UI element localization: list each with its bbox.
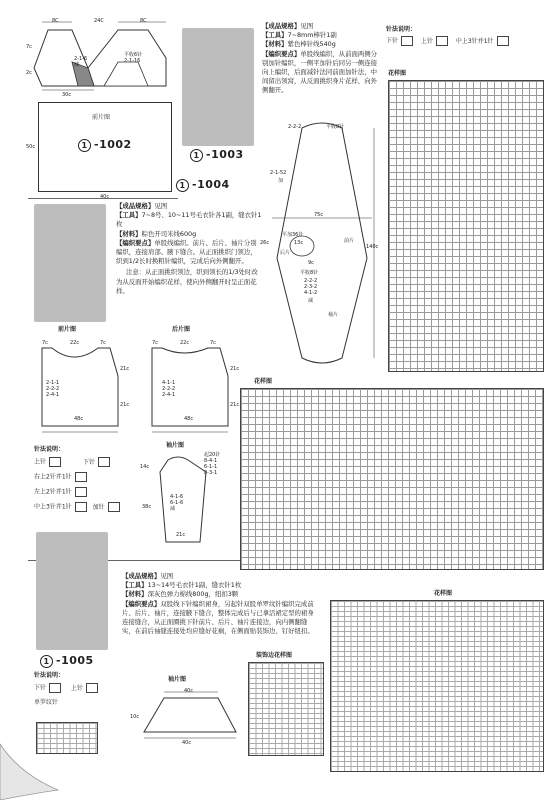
sleeve-dims-1004	[140, 452, 230, 552]
spec-value-1005: 见图	[160, 572, 174, 580]
lg5-0: 下针	[34, 684, 47, 692]
lg4-2: 右上2针并1针	[34, 473, 72, 481]
sd-1: 8-4-1	[204, 458, 218, 464]
sd-7: 减	[170, 506, 176, 512]
text-1004	[116, 202, 262, 296]
bd-7: 21c	[230, 402, 240, 408]
trim-chart-1005	[248, 662, 324, 756]
dims-1003	[260, 120, 379, 360]
purl-symbol-icon	[436, 36, 448, 46]
dim-1003-14: 减	[308, 298, 314, 304]
key-title-1003: 【编织要点】	[262, 49, 301, 58]
fd-8: 48c	[74, 416, 84, 422]
lg5-2: 单罗纹针	[34, 699, 59, 706]
code-1002	[78, 138, 132, 152]
dim-1003-2: 2-1-52	[270, 170, 287, 176]
model-photo-1005	[36, 532, 108, 650]
note-b: 平收6针 2-1-16	[124, 52, 143, 64]
material-title-1003: 【材料】	[262, 40, 288, 49]
trim-title-1005: 装饰边花样图	[256, 652, 293, 659]
dim-40c: 40c	[100, 194, 110, 200]
spec-title-1003: 【成品规格】	[262, 22, 301, 30]
pattern-chart-1005	[330, 600, 544, 772]
divider-top	[28, 198, 178, 199]
code-1005-text: -1005	[56, 654, 94, 667]
dim-1003-15: 前片	[344, 238, 355, 244]
left-decrease-icon	[75, 487, 87, 497]
spec-value-1004: 见图	[154, 202, 168, 210]
back-dims-1004	[144, 336, 244, 436]
sleeve-label-1005: 袖片图	[168, 676, 187, 683]
back-label-1004: 后片图	[172, 326, 191, 333]
purl-symbol-icon	[49, 457, 61, 467]
knit-symbol-icon	[401, 36, 413, 46]
material-value-1004: 粽色开司米线600g	[141, 229, 197, 238]
tools-value-1003: 7~8mm棒针1副	[287, 31, 337, 40]
code-1003	[190, 148, 244, 162]
spec-title-1004: 【成品规格】	[116, 202, 155, 210]
code-1002-text: -1002	[94, 138, 132, 151]
code-1005	[40, 654, 94, 668]
sd-5: 4-1-6	[170, 494, 184, 500]
sd-4: 14c	[140, 464, 150, 470]
bd-3: 21c	[230, 366, 240, 372]
front-label-1004: 前片图	[58, 326, 77, 333]
pattern-chart-mid	[240, 388, 544, 570]
material-title-1005: 【材料】	[122, 590, 148, 599]
tools-title-1005: 【工具】	[122, 581, 148, 590]
dim-1003-16: 袖片	[328, 312, 339, 318]
decrease-symbol-icon	[497, 36, 509, 46]
knit-symbol-icon	[98, 457, 110, 467]
dim-1003-9: 9c	[308, 260, 314, 266]
bd-0: 7c	[152, 340, 158, 346]
legend-1005	[34, 672, 134, 707]
sd-3: 8-3-1	[204, 470, 218, 476]
bd-6: 2-4-1	[162, 392, 176, 398]
code-1004-text: -1004	[192, 178, 230, 191]
fd-3: 21c	[120, 366, 130, 372]
spec-title-1005: 【成品规格】	[122, 572, 161, 580]
legend-1003	[386, 26, 546, 46]
material-value-1003: 紫色棒针线540g	[287, 40, 336, 49]
dim-1003-7: 13c	[294, 240, 304, 246]
dim-1003-11: 2-2-2	[304, 278, 318, 284]
fd-1: 22c	[70, 340, 80, 346]
dim-1003-3: 加	[278, 178, 284, 184]
dim-2c: 2c	[26, 70, 32, 76]
knit-symbol-icon	[49, 683, 61, 693]
key-value-1003: 单股线编织，从前面两侧分别加针编织，一侧平加针后同另一侧连接向上编织，后面减针法同前面加针法，中间留出领窝，从反面挑织身片花样，向外侧翻开。	[262, 49, 378, 95]
tools-title-1004: 【工具】	[116, 211, 142, 220]
increase-symbol-icon	[108, 502, 120, 512]
legend-title-1004: 针法说明：	[34, 446, 65, 453]
note-a: 2-1-6 减	[74, 56, 88, 68]
fd-0: 7c	[42, 340, 48, 346]
dim-8c: 8C	[52, 18, 59, 24]
dim-8c-b: 8C	[140, 18, 147, 24]
dim-1003-17: 140c	[366, 244, 379, 250]
key-title-1005: 【编织要点】	[122, 599, 161, 608]
fd-5: 2-2-2	[46, 386, 60, 392]
dim-1003-6: 平加36针	[282, 232, 304, 238]
fd-4: 2-1-1	[46, 380, 60, 386]
bd-5: 2-2-2	[162, 386, 176, 392]
section-1002	[26, 18, 178, 200]
lg4-0: 上针	[34, 458, 47, 466]
note-1004: 注意：从正面挑织领边，织到领长的1/3处时改为从反面开始编织花样，使向外侧翻开时呈正面花样。	[116, 268, 258, 295]
sleeve-dims-1005	[130, 688, 246, 748]
purl-symbol-icon	[86, 683, 98, 693]
legend-title-1003: 针法说明：	[386, 26, 417, 33]
chart-title-1003: 花样图	[388, 70, 407, 77]
fd-2: 7c	[100, 340, 106, 346]
material-title-1004: 【材料】	[116, 229, 142, 238]
diagram-1002-top	[28, 18, 178, 98]
lg4-1: 下针	[82, 458, 95, 466]
lg4-5: 加针	[92, 503, 105, 511]
text-1003	[262, 22, 380, 96]
dim-50c: 50c	[26, 144, 36, 150]
sd-6: 6-1-6	[170, 500, 184, 506]
sd-0: 起20针	[204, 452, 221, 458]
tools-value-1005: 13~14号毛衣针1副，缝衣针1枚	[147, 581, 242, 590]
dim-1003-13: 4-1-2	[304, 290, 318, 296]
model-photo-1003	[182, 28, 254, 146]
dim-7c: 7c	[26, 44, 32, 50]
fd-6: 2-4-1	[46, 392, 60, 398]
sd5-0: 40c	[184, 688, 194, 694]
lg4-3: 左上2针并1针	[34, 488, 72, 496]
bd-4: 4-1-1	[162, 380, 176, 386]
sd5-1: 10c	[130, 714, 140, 720]
lg5-1: 上针	[70, 684, 83, 692]
legend-1003-2: 中上3针并1针	[455, 37, 494, 45]
mid-chart-title: 花样图	[254, 378, 273, 385]
sd5-2: 40c	[182, 740, 192, 746]
front-dims-1004	[34, 336, 134, 436]
bd-8: 48c	[184, 416, 194, 422]
legend-1003-1: 上针	[420, 37, 433, 45]
code-1005-num: 1	[40, 655, 53, 668]
sd-8: 38c	[142, 504, 152, 510]
model-photo-1004	[34, 204, 106, 322]
code-1004	[176, 178, 230, 192]
bd-2: 7c	[210, 340, 216, 346]
text-1005	[122, 572, 318, 636]
sd-9: 21c	[176, 532, 186, 538]
code-1003-num: 1	[190, 149, 203, 162]
code-1004-num: 1	[176, 179, 189, 192]
bd-1: 22c	[180, 340, 190, 346]
key-value-1005: 双股线下针编织裙身，另起针双股单罗纹针编织完成前片、后片、袖片，连接腋下缝合，整体完成后与已拿活裙定型的裙身连接缝合，从正面圈挑下针前片、后片、袖片连接边，向内侧翻缝实，在前后袖缝连接处均应缝好花裥，在侧面贴装饰边、钉好纽扣。	[122, 599, 314, 636]
sd-2: 6-1-1	[204, 464, 218, 470]
material-value-1005: 深灰色弹力棉线800g，纽扣3颗	[147, 590, 239, 599]
dim-30c: 30c	[62, 92, 72, 98]
page-curl-icon	[0, 724, 60, 800]
key-title-1004: 【编织要点】	[116, 238, 155, 247]
center-decrease-icon	[75, 502, 87, 512]
chart-title-1005: 花样图	[434, 590, 453, 597]
key-value-1004: 单股线编织。前片、后片、袖片分别编织，连接肩部、腋下缝合。从正面挑织门领边，织到1/2长时换粗针编织，完成后向外侧翻开。	[116, 238, 257, 266]
panel-label-1002: 前片图	[92, 114, 111, 121]
fd-7: 21c	[120, 402, 130, 408]
spec-value-1003: 见图	[300, 22, 314, 30]
dim-1003-1: 平收8针	[326, 124, 345, 130]
dim-24c: 24C	[94, 18, 104, 24]
tools-value-1004: 7~8号、10~11号毛衣针各1副，缝衣针1枚	[116, 211, 262, 229]
pattern-chart-1003	[388, 80, 544, 372]
code-1002-num: 1	[78, 139, 91, 152]
dim-1003-5: 26c	[260, 240, 270, 246]
legend-1003-0: 下针	[386, 37, 399, 45]
dim-1003-4: 75c	[314, 212, 324, 218]
sleeve-label-1004: 袖片图	[166, 442, 185, 449]
right-decrease-icon	[75, 472, 87, 482]
dim-1003-12: 2-3-2	[304, 284, 318, 290]
dim-1003-8: 后片	[280, 250, 291, 256]
dim-1003-0: 2-2-2	[288, 124, 302, 130]
legend-title-1005: 针法说明：	[34, 672, 65, 679]
legend-1004	[34, 446, 144, 512]
tools-title-1003: 【工具】	[262, 31, 288, 40]
dim-1003-10: 平收8针	[300, 270, 319, 276]
code-1003-text: -1003	[206, 148, 244, 161]
lg4-4: 中上3针并1针	[34, 503, 72, 511]
